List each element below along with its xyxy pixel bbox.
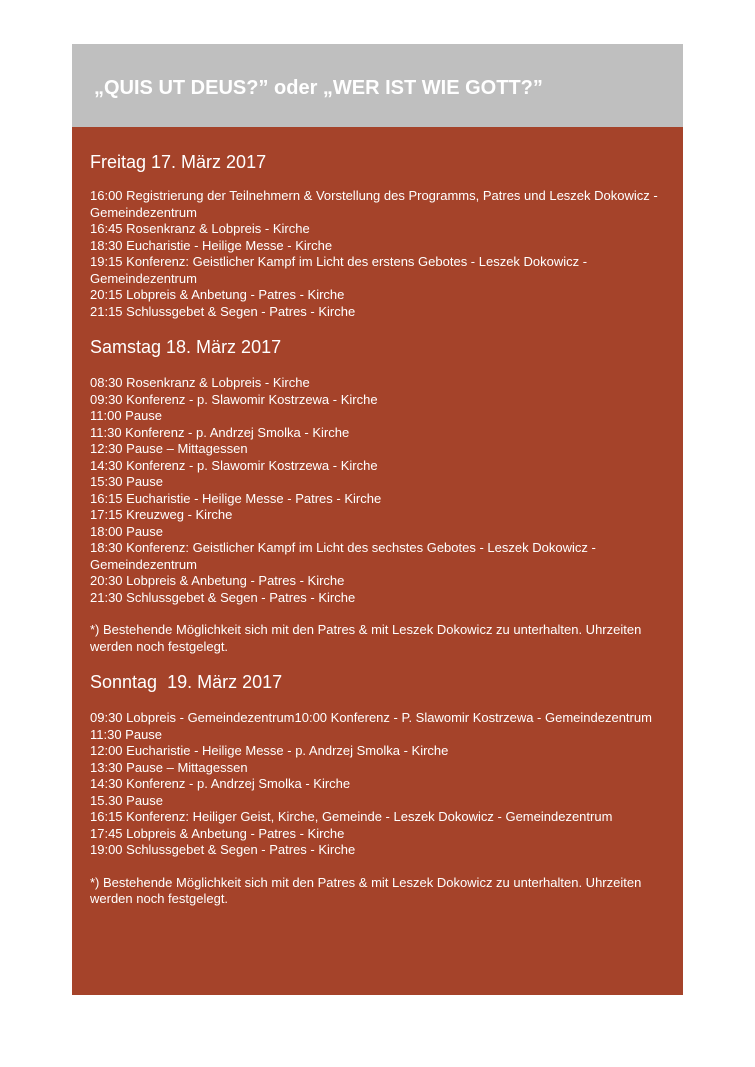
schedule	[90, 151, 684, 908]
program-card	[72, 44, 683, 995]
schedule-item: 14:30 Konferenz - p. Andrzej Smolka - Kirche	[90, 776, 351, 791]
schedule-item: 16:15 Konferenz: Heiliger Geist, Kirche, Gemeinde - Leszek Dokowicz - Gemeindezentrum	[90, 809, 613, 824]
schedule-item: 21:15 Schlussgebet & Segen - Patres - Kirche	[90, 303, 356, 319]
schedule-item: 11:00 Pause	[90, 408, 163, 423]
day-schedule-list	[90, 375, 684, 606]
day-schedule-list	[90, 188, 684, 320]
schedule-item: 12:30 Pause – Mittagessen	[90, 441, 248, 456]
schedule-item: 19:15 Konferenz: Geistlicher Kampf im Licht des erstens Gebotes - Leszek Dokowicz - Gemeindezentrum	[90, 254, 588, 286]
schedule-item: 15.30 Pause	[90, 792, 164, 808]
schedule-item: 16:15 Eucharistie - Heilige Messe - Patres - Kirche	[90, 490, 382, 506]
schedule-item: 12:00 Eucharistie - Heilige Messe - p. Andrzej Smolka - Kirche	[90, 743, 449, 758]
schedule-item: 20:30 Lobpreis & Anbetung - Patres - Kirche	[90, 573, 345, 588]
schedule-item: 14:30 Konferenz - p. Slawomir Kostrzewa - Kirche	[90, 457, 378, 473]
schedule-item: 18:30 Konferenz: Geistlicher Kampf im Licht des sechstes Gebotes - Leszek Dokowicz - Gemeindezentrum	[90, 540, 596, 572]
day-heading: Sonntag 19. März 2017	[90, 672, 283, 692]
schedule-item: 13:30 Pause – Mittagessen	[90, 759, 248, 775]
day-note: *) Bestehende Möglichkeit sich mit den Patres & mit Leszek Dokowicz zu unterhalten. Uhrzeiten werden noch festgelegt.	[90, 622, 642, 654]
schedule-item: 21:30 Schlussgebet & Segen - Patres - Kirche	[90, 589, 356, 605]
day-heading: Samstag 18. März 2017	[90, 337, 282, 357]
schedule-item: 18:30 Eucharistie - Heilige Messe - Kirche	[90, 237, 333, 253]
schedule-item: 09:30 Konferenz - p. Slawomir Kostrzewa - Kirche	[90, 391, 378, 407]
schedule-item: 11:30 Konferenz - p. Andrzej Smolka - Kirche	[90, 424, 350, 440]
schedule-item: 19:00 Schlussgebet & Segen - Patres - Kirche	[90, 842, 356, 857]
schedule-item: 16:00 Registrierung der Teilnehmern & Vorstellung des Programms, Patres und Leszek Dokowicz - Gemeindezentrum	[90, 188, 658, 220]
day-heading: Freitag 17. März 2017	[90, 152, 267, 172]
schedule-item: 15:30 Pause	[90, 474, 164, 489]
schedule-item: 08:30 Rosenkranz & Lobpreis - Kirche	[90, 375, 310, 390]
schedule-item: 18:00 Pause	[90, 523, 164, 539]
schedule-item: 20:15 Lobpreis & Anbetung - Patres - Kirche	[90, 287, 345, 302]
title-banner	[72, 44, 683, 127]
schedule-item: 17:15 Kreuzweg - Kirche	[90, 507, 233, 522]
schedule-item: 16:45 Rosenkranz & Lobpreis - Kirche	[90, 221, 310, 236]
schedule-item: 11:30 Pause	[90, 726, 163, 742]
day-schedule-list	[90, 710, 684, 859]
day-note: *) Bestehende Möglichkeit sich mit den Patres & mit Leszek Dokowicz zu unterhalten. Uhrzeiten werden noch festgelegt.	[90, 874, 642, 906]
day-section-sunday	[90, 671, 684, 908]
page-title: „QUIS UT DEUS?” oder „WER IST WIE GOTT?”	[94, 77, 543, 99]
schedule-item: 17:45 Lobpreis & Anbetung - Patres - Kirche	[90, 825, 345, 841]
schedule-item: 09:30 Lobpreis - Gemeindezentrum10:00 Konferenz - P. Slawomir Kostrzewa - Gemeindezentrum	[90, 710, 652, 725]
day-section-saturday	[90, 336, 684, 655]
day-section-friday	[90, 151, 684, 320]
